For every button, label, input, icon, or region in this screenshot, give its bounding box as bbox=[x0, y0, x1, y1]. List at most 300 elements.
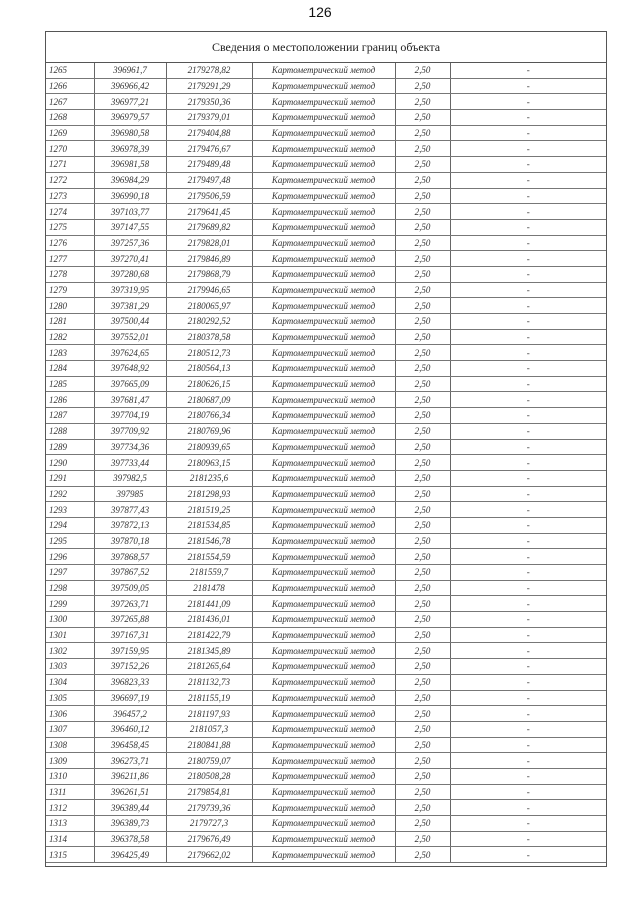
method-cell: Картометрический метод bbox=[252, 800, 395, 816]
accuracy-cell: 2,50 bbox=[395, 172, 450, 188]
method-cell: Картометрический метод bbox=[252, 235, 395, 251]
point-number-cell: 1300 bbox=[46, 612, 94, 628]
note-cell: - bbox=[450, 251, 606, 267]
point-number-cell: 1271 bbox=[46, 157, 94, 173]
accuracy-cell: 2,50 bbox=[395, 643, 450, 659]
table-row bbox=[46, 110, 606, 126]
point-number-cell: 1276 bbox=[46, 235, 94, 251]
note-cell: - bbox=[450, 188, 606, 204]
x-coordinate-cell: 397319,95 bbox=[94, 282, 166, 298]
y-coordinate-cell: 2181235,6 bbox=[166, 470, 252, 486]
table-row bbox=[46, 298, 606, 314]
x-coordinate-cell: 396981,58 bbox=[94, 157, 166, 173]
accuracy-cell: 2,50 bbox=[395, 188, 450, 204]
y-coordinate-cell: 2179278,82 bbox=[166, 63, 252, 78]
table-row bbox=[46, 784, 606, 800]
point-number-cell: 1294 bbox=[46, 517, 94, 533]
point-number-cell: 1288 bbox=[46, 423, 94, 439]
method-cell: Картометрический метод bbox=[252, 580, 395, 596]
x-coordinate-cell: 397509,05 bbox=[94, 580, 166, 596]
table-row bbox=[46, 219, 606, 235]
accuracy-cell: 2,50 bbox=[395, 329, 450, 345]
table-row bbox=[46, 63, 606, 78]
accuracy-cell: 2,50 bbox=[395, 345, 450, 361]
point-number-cell: 1280 bbox=[46, 298, 94, 314]
point-number-cell: 1274 bbox=[46, 204, 94, 220]
accuracy-cell: 2,50 bbox=[395, 580, 450, 596]
method-cell: Картометрический метод bbox=[252, 612, 395, 628]
accuracy-cell: 2,50 bbox=[395, 408, 450, 424]
point-number-cell: 1292 bbox=[46, 486, 94, 502]
y-coordinate-cell: 2179868,79 bbox=[166, 266, 252, 282]
note-cell: - bbox=[450, 517, 606, 533]
y-coordinate-cell: 2180378,58 bbox=[166, 329, 252, 345]
point-number-cell: 1304 bbox=[46, 674, 94, 690]
point-number-cell: 1265 bbox=[46, 63, 94, 78]
y-coordinate-cell: 2179404,88 bbox=[166, 125, 252, 141]
x-coordinate-cell: 397381,29 bbox=[94, 298, 166, 314]
table-row bbox=[46, 565, 606, 581]
point-number-cell: 1269 bbox=[46, 125, 94, 141]
method-cell: Картометрический метод bbox=[252, 831, 395, 847]
x-coordinate-cell: 396261,51 bbox=[94, 784, 166, 800]
table-title: Сведения о местоположении границ объекта bbox=[46, 32, 606, 63]
y-coordinate-cell: 2179379,01 bbox=[166, 110, 252, 126]
method-cell: Картометрический метод bbox=[252, 204, 395, 220]
y-coordinate-cell: 2179350,36 bbox=[166, 94, 252, 110]
note-cell: - bbox=[450, 408, 606, 424]
point-number-cell: 1302 bbox=[46, 643, 94, 659]
note-cell: - bbox=[450, 800, 606, 816]
x-coordinate-cell: 396273,71 bbox=[94, 753, 166, 769]
table-row bbox=[46, 706, 606, 722]
x-coordinate-cell: 397648,92 bbox=[94, 361, 166, 377]
point-number-cell: 1270 bbox=[46, 141, 94, 157]
y-coordinate-cell: 2180766,34 bbox=[166, 408, 252, 424]
point-number-cell: 1279 bbox=[46, 282, 94, 298]
point-number-cell: 1277 bbox=[46, 251, 94, 267]
x-coordinate-cell: 397872,13 bbox=[94, 517, 166, 533]
accuracy-cell: 2,50 bbox=[395, 690, 450, 706]
x-coordinate-cell: 396425,49 bbox=[94, 847, 166, 863]
table-row bbox=[46, 470, 606, 486]
x-coordinate-cell: 397257,36 bbox=[94, 235, 166, 251]
y-coordinate-cell: 2179641,45 bbox=[166, 204, 252, 220]
accuracy-cell: 2,50 bbox=[395, 423, 450, 439]
y-coordinate-cell: 2181559,7 bbox=[166, 565, 252, 581]
x-coordinate-cell: 397665,09 bbox=[94, 376, 166, 392]
x-coordinate-cell: 396211,86 bbox=[94, 768, 166, 784]
accuracy-cell: 2,50 bbox=[395, 266, 450, 282]
point-number-cell: 1309 bbox=[46, 753, 94, 769]
note-cell: - bbox=[450, 204, 606, 220]
x-coordinate-cell: 397159,95 bbox=[94, 643, 166, 659]
note-cell: - bbox=[450, 502, 606, 518]
method-cell: Картометрический метод bbox=[252, 439, 395, 455]
table-row bbox=[46, 314, 606, 330]
accuracy-cell: 2,50 bbox=[395, 816, 450, 832]
x-coordinate-cell: 397103,77 bbox=[94, 204, 166, 220]
boundary-table-frame bbox=[45, 31, 607, 867]
accuracy-cell: 2,50 bbox=[395, 768, 450, 784]
note-cell: - bbox=[450, 549, 606, 565]
y-coordinate-cell: 2181265,64 bbox=[166, 659, 252, 675]
point-number-cell: 1291 bbox=[46, 470, 94, 486]
point-number-cell: 1283 bbox=[46, 345, 94, 361]
point-number-cell: 1273 bbox=[46, 188, 94, 204]
table-row bbox=[46, 455, 606, 471]
x-coordinate-cell: 396984,29 bbox=[94, 172, 166, 188]
method-cell: Картометрический метод bbox=[252, 282, 395, 298]
accuracy-cell: 2,50 bbox=[395, 94, 450, 110]
y-coordinate-cell: 2180759,07 bbox=[166, 753, 252, 769]
y-coordinate-cell: 2181132,73 bbox=[166, 674, 252, 690]
y-coordinate-cell: 2180564,13 bbox=[166, 361, 252, 377]
point-number-cell: 1290 bbox=[46, 455, 94, 471]
accuracy-cell: 2,50 bbox=[395, 314, 450, 330]
table-row bbox=[46, 392, 606, 408]
table-row bbox=[46, 251, 606, 267]
method-cell: Картометрический метод bbox=[252, 298, 395, 314]
accuracy-cell: 2,50 bbox=[395, 612, 450, 628]
note-cell: - bbox=[450, 737, 606, 753]
accuracy-cell: 2,50 bbox=[395, 219, 450, 235]
x-coordinate-cell: 396990,18 bbox=[94, 188, 166, 204]
note-cell: - bbox=[450, 376, 606, 392]
accuracy-cell: 2,50 bbox=[395, 235, 450, 251]
y-coordinate-cell: 2181422,79 bbox=[166, 627, 252, 643]
accuracy-cell: 2,50 bbox=[395, 141, 450, 157]
accuracy-cell: 2,50 bbox=[395, 251, 450, 267]
x-coordinate-cell: 397870,18 bbox=[94, 533, 166, 549]
note-cell: - bbox=[450, 580, 606, 596]
accuracy-cell: 2,50 bbox=[395, 674, 450, 690]
x-coordinate-cell: 396979,57 bbox=[94, 110, 166, 126]
y-coordinate-cell: 2179946,65 bbox=[166, 282, 252, 298]
table-row bbox=[46, 753, 606, 769]
x-coordinate-cell: 397552,01 bbox=[94, 329, 166, 345]
y-coordinate-cell: 2179727,3 bbox=[166, 816, 252, 832]
note-cell: - bbox=[450, 345, 606, 361]
y-coordinate-cell: 2180508,28 bbox=[166, 768, 252, 784]
point-number-cell: 1295 bbox=[46, 533, 94, 549]
note-cell: - bbox=[450, 361, 606, 377]
y-coordinate-cell: 2180065,97 bbox=[166, 298, 252, 314]
table-row bbox=[46, 141, 606, 157]
note-cell: - bbox=[450, 565, 606, 581]
note-cell: - bbox=[450, 94, 606, 110]
y-coordinate-cell: 2181345,89 bbox=[166, 643, 252, 659]
table-row bbox=[46, 831, 606, 847]
x-coordinate-cell: 396458,45 bbox=[94, 737, 166, 753]
y-coordinate-cell: 2179854,81 bbox=[166, 784, 252, 800]
table-row bbox=[46, 266, 606, 282]
y-coordinate-cell: 2179739,36 bbox=[166, 800, 252, 816]
x-coordinate-cell: 396961,7 bbox=[94, 63, 166, 78]
x-coordinate-cell: 396823,33 bbox=[94, 674, 166, 690]
x-coordinate-cell: 397263,71 bbox=[94, 596, 166, 612]
point-number-cell: 1281 bbox=[46, 314, 94, 330]
note-cell: - bbox=[450, 157, 606, 173]
x-coordinate-cell: 397985 bbox=[94, 486, 166, 502]
table-row bbox=[46, 345, 606, 361]
method-cell: Картометрический метод bbox=[252, 659, 395, 675]
point-number-cell: 1287 bbox=[46, 408, 94, 424]
x-coordinate-cell: 397152,26 bbox=[94, 659, 166, 675]
method-cell: Картометрический метод bbox=[252, 172, 395, 188]
point-number-cell: 1275 bbox=[46, 219, 94, 235]
table-row bbox=[46, 627, 606, 643]
accuracy-cell: 2,50 bbox=[395, 596, 450, 612]
accuracy-cell: 2,50 bbox=[395, 831, 450, 847]
point-number-cell: 1296 bbox=[46, 549, 94, 565]
method-cell: Картометрический метод bbox=[252, 470, 395, 486]
coordinates-table bbox=[46, 63, 606, 863]
y-coordinate-cell: 2181057,3 bbox=[166, 721, 252, 737]
table-row bbox=[46, 282, 606, 298]
accuracy-cell: 2,50 bbox=[395, 533, 450, 549]
y-coordinate-cell: 2181519,25 bbox=[166, 502, 252, 518]
table-row bbox=[46, 643, 606, 659]
method-cell: Картометрический метод bbox=[252, 690, 395, 706]
note-cell: - bbox=[450, 314, 606, 330]
method-cell: Картометрический метод bbox=[252, 423, 395, 439]
note-cell: - bbox=[450, 439, 606, 455]
method-cell: Картометрический метод bbox=[252, 345, 395, 361]
accuracy-cell: 2,50 bbox=[395, 737, 450, 753]
y-coordinate-cell: 2180512,73 bbox=[166, 345, 252, 361]
point-number-cell: 1312 bbox=[46, 800, 94, 816]
method-cell: Картометрический метод bbox=[252, 408, 395, 424]
table-row bbox=[46, 172, 606, 188]
x-coordinate-cell: 397147,55 bbox=[94, 219, 166, 235]
y-coordinate-cell: 2179662,02 bbox=[166, 847, 252, 863]
accuracy-cell: 2,50 bbox=[395, 392, 450, 408]
accuracy-cell: 2,50 bbox=[395, 659, 450, 675]
method-cell: Картометрический метод bbox=[252, 141, 395, 157]
x-coordinate-cell: 397500,44 bbox=[94, 314, 166, 330]
accuracy-cell: 2,50 bbox=[395, 298, 450, 314]
y-coordinate-cell: 2179476,67 bbox=[166, 141, 252, 157]
y-coordinate-cell: 2181441,09 bbox=[166, 596, 252, 612]
point-number-cell: 1266 bbox=[46, 78, 94, 94]
x-coordinate-cell: 397704,19 bbox=[94, 408, 166, 424]
note-cell: - bbox=[450, 298, 606, 314]
table-row bbox=[46, 659, 606, 675]
y-coordinate-cell: 2179828,01 bbox=[166, 235, 252, 251]
method-cell: Картометрический метод bbox=[252, 157, 395, 173]
y-coordinate-cell: 2181436,01 bbox=[166, 612, 252, 628]
note-cell: - bbox=[450, 533, 606, 549]
x-coordinate-cell: 397624,65 bbox=[94, 345, 166, 361]
x-coordinate-cell: 397868,57 bbox=[94, 549, 166, 565]
y-coordinate-cell: 2180963,15 bbox=[166, 455, 252, 471]
note-cell: - bbox=[450, 784, 606, 800]
note-cell: - bbox=[450, 831, 606, 847]
point-number-cell: 1293 bbox=[46, 502, 94, 518]
point-number-cell: 1285 bbox=[46, 376, 94, 392]
y-coordinate-cell: 2179489,48 bbox=[166, 157, 252, 173]
table-row bbox=[46, 533, 606, 549]
accuracy-cell: 2,50 bbox=[395, 517, 450, 533]
accuracy-cell: 2,50 bbox=[395, 110, 450, 126]
table-row bbox=[46, 125, 606, 141]
accuracy-cell: 2,50 bbox=[395, 847, 450, 863]
accuracy-cell: 2,50 bbox=[395, 455, 450, 471]
x-coordinate-cell: 397734,36 bbox=[94, 439, 166, 455]
table-row bbox=[46, 361, 606, 377]
y-coordinate-cell: 2179676,49 bbox=[166, 831, 252, 847]
y-coordinate-cell: 2180841,88 bbox=[166, 737, 252, 753]
method-cell: Картометрический метод bbox=[252, 674, 395, 690]
note-cell: - bbox=[450, 63, 606, 78]
y-coordinate-cell: 2180626,15 bbox=[166, 376, 252, 392]
x-coordinate-cell: 396966,42 bbox=[94, 78, 166, 94]
method-cell: Картометрический метод bbox=[252, 784, 395, 800]
y-coordinate-cell: 2180292,52 bbox=[166, 314, 252, 330]
y-coordinate-cell: 2180939,65 bbox=[166, 439, 252, 455]
method-cell: Картометрический метод bbox=[252, 94, 395, 110]
table-row bbox=[46, 721, 606, 737]
x-coordinate-cell: 397867,52 bbox=[94, 565, 166, 581]
method-cell: Картометрический метод bbox=[252, 486, 395, 502]
note-cell: - bbox=[450, 282, 606, 298]
note-cell: - bbox=[450, 659, 606, 675]
y-coordinate-cell: 2181197,93 bbox=[166, 706, 252, 722]
table-row bbox=[46, 768, 606, 784]
note-cell: - bbox=[450, 721, 606, 737]
accuracy-cell: 2,50 bbox=[395, 78, 450, 94]
note-cell: - bbox=[450, 141, 606, 157]
accuracy-cell: 2,50 bbox=[395, 125, 450, 141]
note-cell: - bbox=[450, 392, 606, 408]
note-cell: - bbox=[450, 125, 606, 141]
accuracy-cell: 2,50 bbox=[395, 565, 450, 581]
method-cell: Картометрический метод bbox=[252, 721, 395, 737]
y-coordinate-cell: 2180687,09 bbox=[166, 392, 252, 408]
method-cell: Картометрический метод bbox=[252, 392, 395, 408]
table-row bbox=[46, 408, 606, 424]
table-row bbox=[46, 188, 606, 204]
method-cell: Картометрический метод bbox=[252, 847, 395, 863]
accuracy-cell: 2,50 bbox=[395, 753, 450, 769]
x-coordinate-cell: 397877,43 bbox=[94, 502, 166, 518]
accuracy-cell: 2,50 bbox=[395, 627, 450, 643]
point-number-cell: 1307 bbox=[46, 721, 94, 737]
note-cell: - bbox=[450, 110, 606, 126]
method-cell: Картометрический метод bbox=[252, 266, 395, 282]
table-row bbox=[46, 612, 606, 628]
note-cell: - bbox=[450, 219, 606, 235]
x-coordinate-cell: 396460,12 bbox=[94, 721, 166, 737]
table-row bbox=[46, 816, 606, 832]
accuracy-cell: 2,50 bbox=[395, 439, 450, 455]
method-cell: Картометрический метод bbox=[252, 110, 395, 126]
point-number-cell: 1272 bbox=[46, 172, 94, 188]
note-cell: - bbox=[450, 172, 606, 188]
method-cell: Картометрический метод bbox=[252, 329, 395, 345]
method-cell: Картометрический метод bbox=[252, 517, 395, 533]
method-cell: Картометрический метод bbox=[252, 361, 395, 377]
y-coordinate-cell: 2179497,48 bbox=[166, 172, 252, 188]
point-number-cell: 1282 bbox=[46, 329, 94, 345]
accuracy-cell: 2,50 bbox=[395, 470, 450, 486]
note-cell: - bbox=[450, 753, 606, 769]
point-number-cell: 1284 bbox=[46, 361, 94, 377]
x-coordinate-cell: 396978,39 bbox=[94, 141, 166, 157]
table-row bbox=[46, 439, 606, 455]
y-coordinate-cell: 2179506,59 bbox=[166, 188, 252, 204]
x-coordinate-cell: 396389,44 bbox=[94, 800, 166, 816]
point-number-cell: 1297 bbox=[46, 565, 94, 581]
note-cell: - bbox=[450, 235, 606, 251]
y-coordinate-cell: 2179291,29 bbox=[166, 78, 252, 94]
method-cell: Картометрический метод bbox=[252, 706, 395, 722]
method-cell: Картометрический метод bbox=[252, 643, 395, 659]
note-cell: - bbox=[450, 627, 606, 643]
x-coordinate-cell: 397733,44 bbox=[94, 455, 166, 471]
y-coordinate-cell: 2179846,89 bbox=[166, 251, 252, 267]
table-row bbox=[46, 502, 606, 518]
note-cell: - bbox=[450, 455, 606, 471]
point-number-cell: 1286 bbox=[46, 392, 94, 408]
table-row bbox=[46, 737, 606, 753]
note-cell: - bbox=[450, 816, 606, 832]
accuracy-cell: 2,50 bbox=[395, 502, 450, 518]
table-row bbox=[46, 690, 606, 706]
accuracy-cell: 2,50 bbox=[395, 376, 450, 392]
x-coordinate-cell: 397681,47 bbox=[94, 392, 166, 408]
table-row bbox=[46, 204, 606, 220]
accuracy-cell: 2,50 bbox=[395, 204, 450, 220]
table-row bbox=[46, 486, 606, 502]
y-coordinate-cell: 2181546,78 bbox=[166, 533, 252, 549]
method-cell: Картометрический метод bbox=[252, 549, 395, 565]
accuracy-cell: 2,50 bbox=[395, 706, 450, 722]
note-cell: - bbox=[450, 78, 606, 94]
method-cell: Картометрический метод bbox=[252, 565, 395, 581]
x-coordinate-cell: 396697,19 bbox=[94, 690, 166, 706]
x-coordinate-cell: 396457,2 bbox=[94, 706, 166, 722]
method-cell: Картометрический метод bbox=[252, 63, 395, 78]
method-cell: Картометрический метод bbox=[252, 533, 395, 549]
table-row bbox=[46, 235, 606, 251]
point-number-cell: 1308 bbox=[46, 737, 94, 753]
point-number-cell: 1306 bbox=[46, 706, 94, 722]
x-coordinate-cell: 397709,92 bbox=[94, 423, 166, 439]
table-row bbox=[46, 94, 606, 110]
table-row bbox=[46, 596, 606, 612]
coordinates-table-body bbox=[46, 63, 606, 863]
point-number-cell: 1313 bbox=[46, 816, 94, 832]
y-coordinate-cell: 2181298,93 bbox=[166, 486, 252, 502]
method-cell: Картометрический метод bbox=[252, 251, 395, 267]
accuracy-cell: 2,50 bbox=[395, 784, 450, 800]
point-number-cell: 1314 bbox=[46, 831, 94, 847]
table-row bbox=[46, 549, 606, 565]
accuracy-cell: 2,50 bbox=[395, 63, 450, 78]
table-row bbox=[46, 423, 606, 439]
accuracy-cell: 2,50 bbox=[395, 157, 450, 173]
method-cell: Картометрический метод bbox=[252, 455, 395, 471]
point-number-cell: 1311 bbox=[46, 784, 94, 800]
point-number-cell: 1305 bbox=[46, 690, 94, 706]
method-cell: Картометрический метод bbox=[252, 502, 395, 518]
table-row bbox=[46, 517, 606, 533]
note-cell: - bbox=[450, 596, 606, 612]
point-number-cell: 1298 bbox=[46, 580, 94, 596]
note-cell: - bbox=[450, 612, 606, 628]
